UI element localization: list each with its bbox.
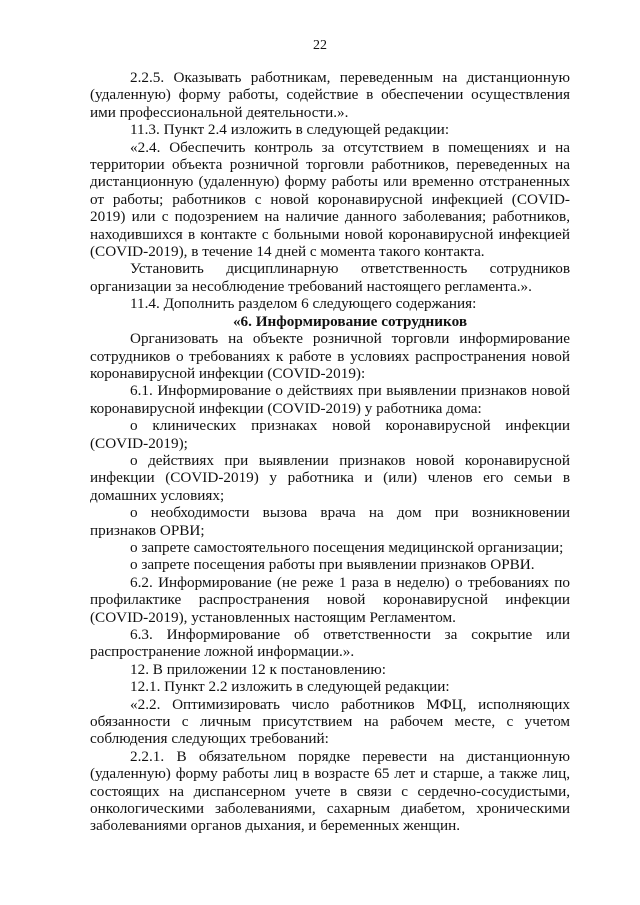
paragraph: 12.1. Пункт 2.2 изложить в следующей редакции: [130, 678, 450, 696]
page-number: 22 [313, 38, 327, 53]
list-item: о действиях при выявлении признаков новой коронавирусной инфекции (COVID-2019) у работника и (или) членов его семьи в домашних условиях; [90, 451, 570, 504]
paragraph: 11.4. Дополнить разделом 6 следующего содержания: [130, 295, 477, 313]
document-body [90, 69, 570, 835]
paragraph: Организовать на объекте розничной торговли информирование сотрудников о требованиях к работе в условиях распространения новой коронавирусной инфекции (COVID-2019): [90, 330, 570, 382]
paragraph: 11.3. Пункт 2.4 изложить в следующей редакции: [130, 121, 450, 139]
list-item: о запрете самостоятельного посещения медицинской организации; [130, 538, 564, 556]
paragraph: 2.2.1. В обязательном порядке перевести на дистанционную (удаленную) форму работы лиц в возрасте 65 лет и старше, а также лиц, состоящих на диспансерном учете в связи с сердечно-сосудистыми, онкологическими заболеваниями, сахарным диабетом, хроническими заболеваниями органов дыхания, и беременных женщин. [90, 747, 570, 835]
paragraph: 6.1. Информирование о действиях при выявлении признаков новой коронавирусной инфекции (COVID-2019) у работника дома: [90, 382, 570, 417]
list-item: о необходимости вызова врача на дом при возникновении признаков ОРВИ; [90, 504, 570, 539]
list-item: о клинических признаках новой коронавирусной инфекции (COVID-2019); [90, 417, 570, 452]
paragraph: Установить дисциплинарную ответственность сотрудников организации за несоблюдение требований настоящего регламента.». [90, 260, 570, 295]
paragraph: 6.3. Информирование об ответственности за сокрытие или распространение ложной информации.». [90, 626, 570, 661]
paragraph: «2.4. Обеспечить контроль за отсутствием в помещениях и на территории объекта розничной торговли работников, переведенных на дистанционную (удаленную) форму работы или временно отстраненных от работы; работников с новой коронавирусной инфекцией (COVID-2019) или с подозрением на наличие данного заболевания; работников, находившихся в контакте с больными новой коронавирусной инфекцией (COVID-2019), в течение 14 дней с момента такого контакта. [90, 138, 570, 261]
section-heading: «6. Информирование сотрудников [232, 312, 468, 330]
paragraph: 12. В приложении 12 к постановлению: [130, 660, 386, 678]
paragraph: 2.2.5. Оказывать работникам, переведенным на дистанционную (удаленную) форму работы, содействие в обеспечении осуществления ими профессиональной деятельности.». [90, 69, 570, 121]
paragraph: 6.2. Информирование (не реже 1 раза в неделю) о требованиях по профилактике распространения новой коронавирусной инфекции (COVID-2019), установленных настоящим Регламентом. [90, 573, 570, 626]
paragraph: «2.2. Оптимизировать число работников МФЦ, исполняющих обязанности с личным присутствием на рабочем месте, с учетом соблюдения следующих требований: [90, 695, 570, 748]
list-item: о запрете посещения работы при выявлении признаков ОРВИ. [130, 556, 535, 574]
